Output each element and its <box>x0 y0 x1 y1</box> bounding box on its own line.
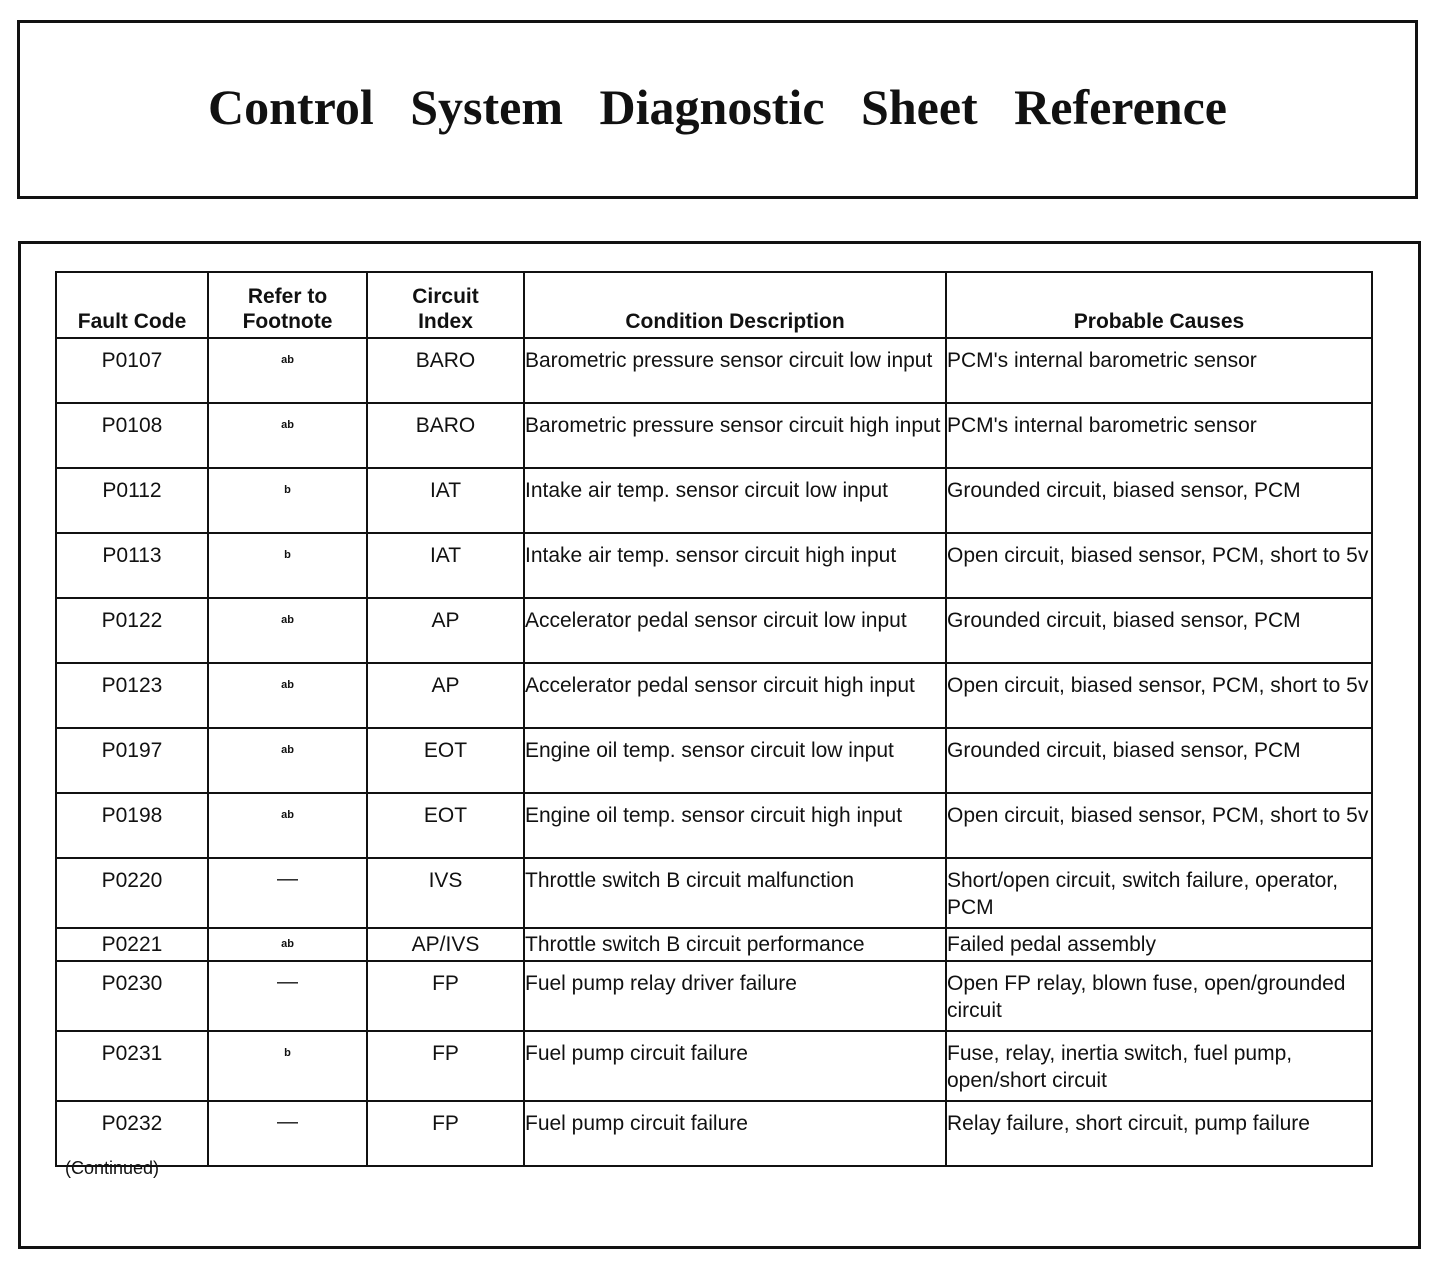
circuit-index-cell: FP <box>367 1031 524 1101</box>
footnote-cell: b <box>208 1031 367 1101</box>
probable-causes-cell: Open FP relay, blown fuse, open/grounded circuit <box>946 961 1372 1031</box>
circuit-index-cell: EOT <box>367 728 524 793</box>
fault-code-cell: P0231 <box>56 1031 208 1101</box>
table-row <box>56 663 1372 728</box>
circuit-index-cell: BARO <box>367 338 524 403</box>
title-box <box>17 20 1418 199</box>
fault-code-cell: P0107 <box>56 338 208 403</box>
probable-causes-cell: PCM's internal barometric sensor <box>946 338 1372 403</box>
probable-causes-cell: Open circuit, biased sensor, PCM, short to 5v <box>946 663 1372 728</box>
table-row <box>56 928 1372 961</box>
table-row <box>56 728 1372 793</box>
table-header-row <box>56 272 1372 338</box>
table-row <box>56 858 1372 928</box>
fault-code-cell: P0122 <box>56 598 208 663</box>
fault-code-cell: P0108 <box>56 403 208 468</box>
table-row <box>56 533 1372 598</box>
header-condition-description: Condition Description <box>524 272 946 338</box>
footnote-cell: — <box>208 858 367 928</box>
circuit-index-cell: IVS <box>367 858 524 928</box>
footnote-cell: b <box>208 468 367 533</box>
condition-description-cell: Intake air temp. sensor circuit low input <box>524 468 946 533</box>
header-fault-code: Fault Code <box>56 272 208 338</box>
footnote-cell: ab <box>208 338 367 403</box>
header-footnote <box>208 272 367 338</box>
header-circuit-index-label: Circuit Index <box>412 285 479 333</box>
footnote-cell: ab <box>208 403 367 468</box>
probable-causes-cell: Grounded circuit, biased sensor, PCM <box>946 728 1372 793</box>
footnote-cell: ab <box>208 728 367 793</box>
footnote-cell: ab <box>208 598 367 663</box>
condition-description-cell: Throttle switch B circuit malfunction <box>524 858 946 928</box>
header-probable-causes: Probable Causes <box>946 272 1372 338</box>
circuit-index-cell: IAT <box>367 468 524 533</box>
header-footnote-label: Refer to Footnote <box>242 285 333 333</box>
table-row <box>56 338 1372 403</box>
condition-description-cell: Throttle switch B circuit performance <box>524 928 946 961</box>
footnote-cell: ab <box>208 928 367 961</box>
footnote-cell: b <box>208 533 367 598</box>
condition-description-cell: Accelerator pedal sensor circuit low input <box>524 598 946 663</box>
condition-description-cell: Barometric pressure sensor circuit low input <box>524 338 946 403</box>
header-circuit-index <box>367 272 524 338</box>
footnote-cell: — <box>208 961 367 1031</box>
table-row <box>56 1101 1372 1166</box>
probable-causes-cell: Open circuit, biased sensor, PCM, short to 5v <box>946 793 1372 858</box>
footnote-cell: ab <box>208 793 367 858</box>
probable-causes-cell: Failed pedal assembly <box>946 928 1372 961</box>
circuit-index-cell: AP <box>367 598 524 663</box>
continued-note: (Continued) <box>65 1158 160 1178</box>
table-row <box>56 1031 1372 1101</box>
fault-code-cell: P0220 <box>56 858 208 928</box>
probable-causes-cell: Open circuit, biased sensor, PCM, short to 5v <box>946 533 1372 598</box>
circuit-index-cell: FP <box>367 1101 524 1166</box>
condition-description-cell: Engine oil temp. sensor circuit low input <box>524 728 946 793</box>
fault-code-cell: P0221 <box>56 928 208 961</box>
page-title: Control System Diagnostic Sheet Reference <box>208 78 1227 135</box>
table-row <box>56 793 1372 858</box>
diagnostic-table <box>55 271 1373 1167</box>
circuit-index-cell: FP <box>367 961 524 1031</box>
fault-code-cell: P0123 <box>56 663 208 728</box>
condition-description-cell: Fuel pump circuit failure <box>524 1101 946 1166</box>
probable-causes-cell: PCM's internal barometric sensor <box>946 403 1372 468</box>
condition-description-cell: Intake air temp. sensor circuit high input <box>524 533 946 598</box>
fault-code-cell: P0112 <box>56 468 208 533</box>
probable-causes-cell: Relay failure, short circuit, pump failure <box>946 1101 1372 1166</box>
table-row <box>56 468 1372 533</box>
condition-description-cell: Fuel pump circuit failure <box>524 1031 946 1101</box>
circuit-index-cell: AP/IVS <box>367 928 524 961</box>
condition-description-cell: Engine oil temp. sensor circuit high input <box>524 793 946 858</box>
fault-code-cell: P0230 <box>56 961 208 1031</box>
circuit-index-cell: EOT <box>367 793 524 858</box>
probable-causes-cell: Short/open circuit, switch failure, operator, PCM <box>946 858 1372 928</box>
table-row <box>56 598 1372 663</box>
probable-causes-cell: Fuse, relay, inertia switch, fuel pump, open/short circuit <box>946 1031 1372 1101</box>
table-row <box>56 403 1372 468</box>
table-row <box>56 961 1372 1031</box>
fault-code-cell: P0198 <box>56 793 208 858</box>
probable-causes-cell: Grounded circuit, biased sensor, PCM <box>946 468 1372 533</box>
condition-description-cell: Fuel pump relay driver failure <box>524 961 946 1031</box>
condition-description-cell: Barometric pressure sensor circuit high input <box>524 403 946 468</box>
probable-causes-cell: Grounded circuit, biased sensor, PCM <box>946 598 1372 663</box>
footnote-cell: ab <box>208 663 367 728</box>
footnote-cell: — <box>208 1101 367 1166</box>
condition-description-cell: Accelerator pedal sensor circuit high input <box>524 663 946 728</box>
table-body <box>56 338 1372 1166</box>
fault-code-cell: P0197 <box>56 728 208 793</box>
fault-code-cell: P0232 <box>56 1101 208 1166</box>
circuit-index-cell: BARO <box>367 403 524 468</box>
fault-code-cell: P0113 <box>56 533 208 598</box>
table-box <box>18 241 1421 1249</box>
circuit-index-cell: AP <box>367 663 524 728</box>
circuit-index-cell: IAT <box>367 533 524 598</box>
